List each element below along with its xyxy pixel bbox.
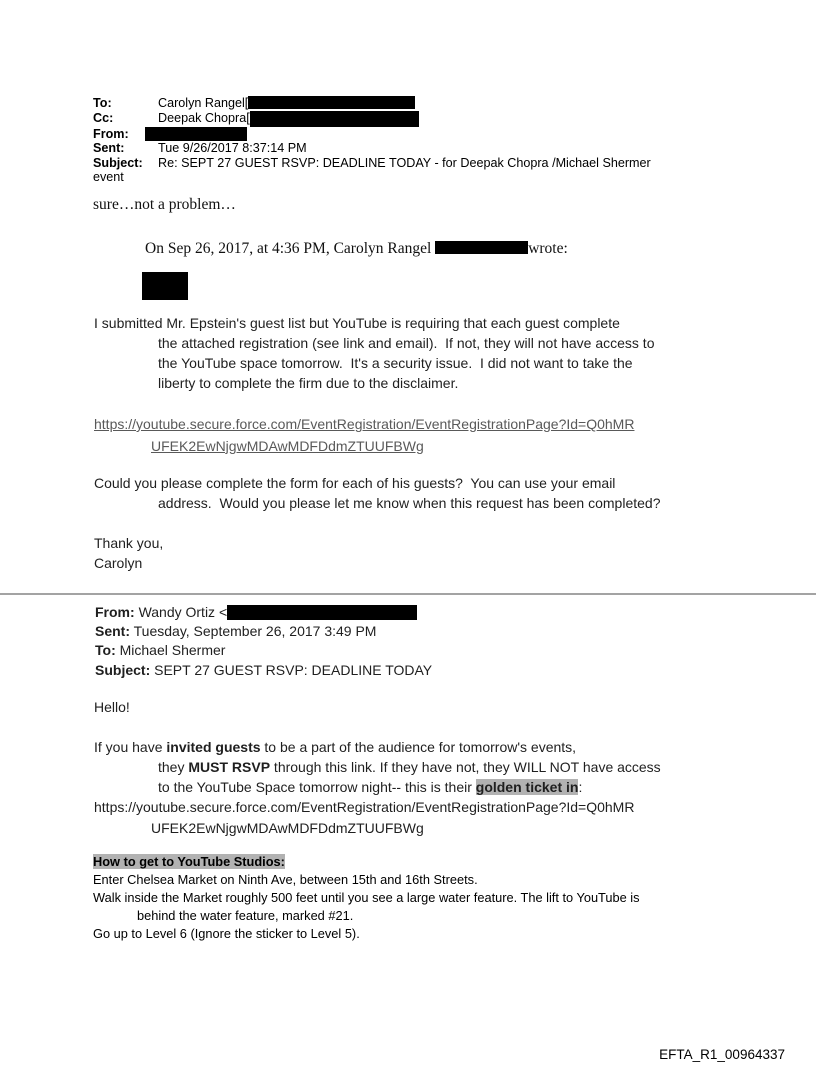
email1-body [94, 313, 816, 573]
invite-text: to be a part of the audience for tomorrow's events, [260, 738, 577, 755]
paragraph-line [94, 757, 816, 777]
subject-value-line1: Re: SEPT 27 GUEST RSVP: DEADLINE TODAY - for Deepak Chopra /Michael Shermer [158, 155, 651, 170]
email2-to-row [95, 641, 816, 660]
invite-text: : [578, 778, 583, 795]
redaction-bar-cc [250, 111, 419, 127]
cc-label: Cc: [93, 110, 114, 125]
invite-text: If you have [94, 738, 167, 755]
directions-line: Enter Chelsea Market on Ninth Ave, between 15th and 16th Streets. [93, 871, 478, 887]
sent-value: Tue 9/26/2017 8:37:14 PM [158, 141, 307, 156]
signature-name: Carolyn [94, 554, 143, 571]
email2-sent-row [95, 622, 816, 641]
email1-subject-row [93, 156, 816, 185]
email1-cc-row [93, 111, 816, 127]
paragraph-line: Could you please complete the form for each of his guests? You can use your email [94, 474, 616, 491]
directions-section [93, 853, 816, 943]
directions-line: behind the water feature, marked #21. [137, 907, 354, 923]
redaction-bar-to [248, 96, 415, 109]
email2-from-row [95, 603, 816, 622]
greeting: Hello! [94, 698, 130, 715]
invite-bold-text: MUST RSVP [188, 758, 271, 775]
email1-paragraph-1 [94, 313, 816, 393]
subject-label: Subject: [95, 661, 151, 678]
paragraph-line: liberty to complete the firm due to the disclaimer. [158, 374, 459, 391]
quote-attribution-post: wrote: [528, 239, 568, 257]
directions-heading [93, 853, 816, 871]
email2-subject-row [95, 661, 816, 680]
redaction-box [142, 272, 188, 300]
invite-text: they [158, 758, 189, 775]
email2-body [94, 697, 816, 839]
subject-value: SEPT 27 GUEST RSVP: DEADLINE TODAY [154, 661, 433, 678]
email1-registration-link [94, 413, 816, 457]
cc-value: Deepak Chopra[ [158, 110, 250, 125]
to-value: Carolyn Rangel[ [158, 96, 249, 110]
golden-ticket-highlight: golden ticket in [475, 778, 579, 795]
paragraph-line: the YouTube space tomorrow. It's a security issue. I did not want to take the [158, 354, 633, 371]
registration-link-line2[interactable]: UFEK2EwNjgwMDAwMDFDdmZTUUFBWg [151, 437, 424, 454]
sent-label: Sent: [95, 623, 130, 640]
quote-attribution-pre: On Sep 26, 2017, at 4:36 PM, Carolyn Rangel [145, 239, 436, 257]
email2-registration-link [94, 797, 816, 839]
email1-to-row [93, 96, 816, 111]
redaction-bar-from [145, 127, 247, 141]
registration-link-line1[interactable]: https://youtube.secure.force.com/EventRegistration/EventRegistrationPage?Id=Q0hMR [94, 415, 635, 432]
email1-paragraph-2 [94, 473, 816, 513]
email1-sent-row [93, 141, 816, 156]
paragraph-line: address. Would you please let me know when this request has been completed? [158, 494, 661, 511]
from-value: Wandy Ortiz < [138, 603, 228, 620]
invite-text: to the YouTube Space tomorrow night-- this is their [158, 778, 476, 795]
paragraph-line: the attached registration (see link and email). If not, they will not have access to [158, 334, 655, 351]
paragraph-line [94, 737, 816, 757]
directions-line: Walk inside the Market roughly 500 feet until you see a large water feature. The lift to YouTube is [93, 889, 640, 905]
from-label: From: [95, 603, 135, 620]
to-label: To: [95, 642, 116, 659]
email2-invite-paragraph [94, 737, 816, 839]
email1-closing [94, 533, 816, 573]
quote-attribution [145, 240, 816, 258]
to-label: To: [93, 96, 112, 110]
invite-bold-text: invited guests [166, 738, 261, 755]
email1-from-row [93, 127, 816, 142]
email2-header [95, 603, 816, 680]
closing-line: Thank you, [94, 534, 164, 551]
redaction-bar-quoted-email [435, 241, 528, 254]
subject-value-line2: event [93, 170, 124, 185]
bates-number: EFTA_R1_00964337 [659, 1047, 785, 1062]
subject-label: Subject: [93, 155, 143, 170]
registration-link-line1[interactable]: https://youtube.secure.force.com/EventRegistration/EventRegistrationPage?Id=Q0hMR [94, 798, 635, 815]
email1-header [93, 96, 816, 185]
paragraph-line: I submitted Mr. Epstein's guest list but YouTube is requiring that each guest complete [94, 314, 620, 331]
email-divider-rule [0, 593, 816, 595]
invite-text: through this link. If they have not, they WILL NOT have access [270, 758, 661, 775]
from-label: From: [93, 126, 129, 141]
reply-text: sure…not a problem… [93, 195, 236, 213]
redaction-bar-from2 [227, 605, 417, 620]
directions-heading-text: How to get to YouTube Studios: [93, 853, 285, 869]
registration-link-line2[interactable]: UFEK2EwNjgwMDAwMDFDdmZTUUFBWg [151, 819, 424, 836]
sent-value: Tuesday, September 26, 2017 3:49 PM [133, 623, 377, 640]
directions-line: Go up to Level 6 (Ignore the sticker to Level 5). [93, 925, 360, 941]
sent-label: Sent: [93, 141, 125, 156]
to-value: Michael Shermer [119, 642, 226, 659]
paragraph-line [94, 777, 816, 797]
